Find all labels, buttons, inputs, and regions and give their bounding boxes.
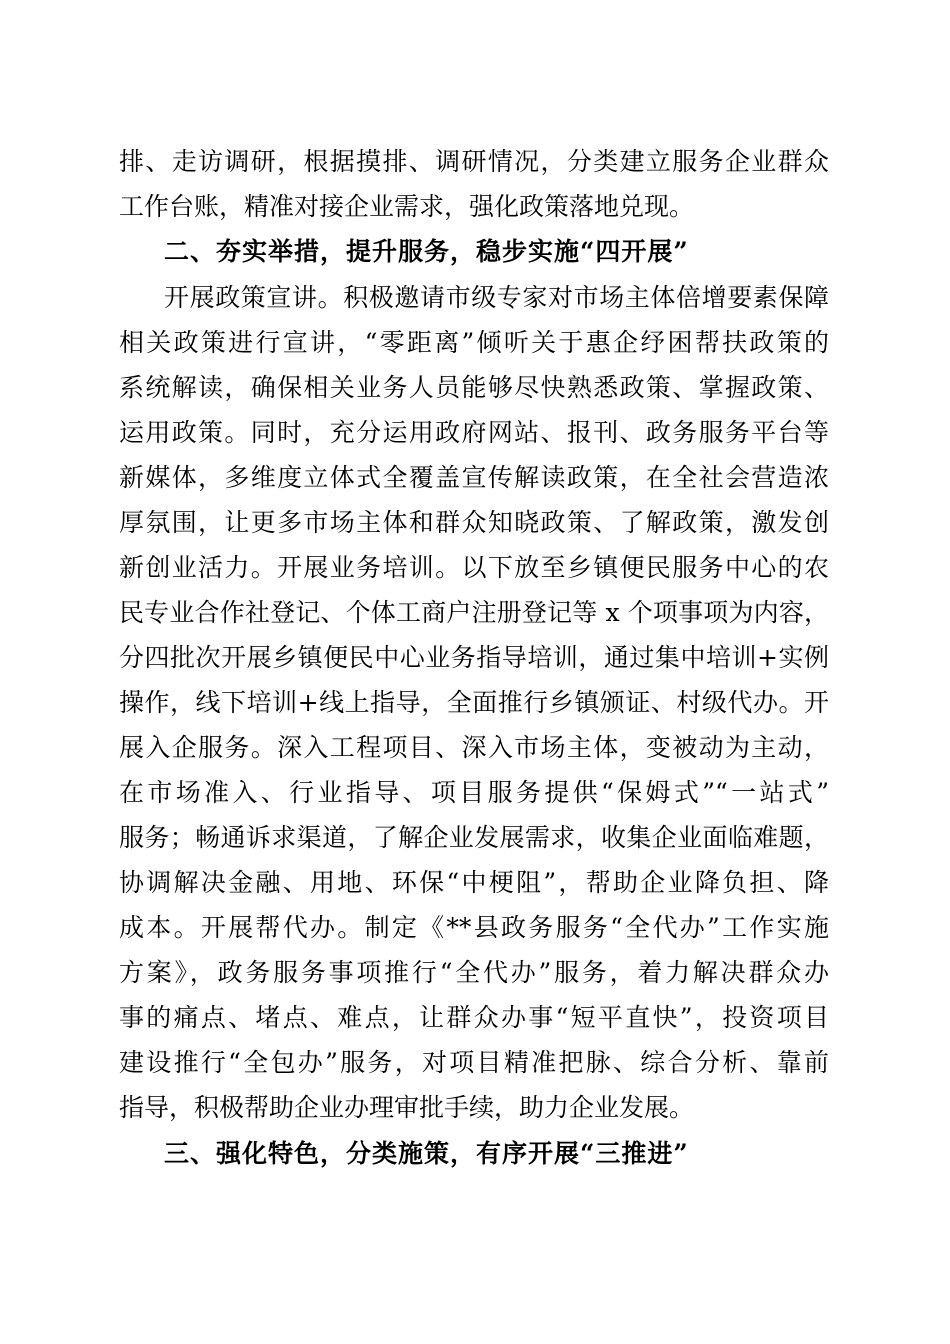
section-2-line-3: 系统解读，确保相关业务人员能够尽快熟悉政策、掌握政策、 (119, 373, 829, 402)
section-2-line-5: 新媒体，多维度立体式全覆盖宣传解读政策，在全社会营造浓 (119, 463, 829, 492)
section-2-line-13: 服务；畅通诉求渠道，了解企业发展需求，收集企业面临难题， (119, 823, 829, 852)
section-2-line-16: 方案》，政务服务事项推行“全代办”服务，着力解决群众办 (119, 958, 829, 987)
section-2-line-17: 事的痛点、堵点、难点，让群众办事“短平直快”，投资项目 (119, 1003, 829, 1032)
section-2-line-1: 开展政策宣讲。积极邀请市级专家对市场主体倍增要素保障 (164, 283, 829, 312)
intro-line-1: 排、走访调研，根据摸排、调研情况，分类建立服务企业群众 (119, 147, 829, 176)
section-2-line-4: 运用政策。同时，充分运用政府网站、报刊、政务服务平台等 (119, 418, 829, 447)
section-2-line-19: 指导，积极帮助企业办理审批手续，助力企业发展。 (119, 1093, 695, 1122)
section-2-heading: 二、夯实举措，提升服务，稳步实施“四开展” (164, 237, 689, 266)
section-2-line-18: 建设推行“全包办”服务，对项目精准把脉、综合分析、靠前 (119, 1048, 829, 1077)
intro-line-2: 工作台账，精准对接企业需求，强化政策落地兑现。 (119, 192, 695, 221)
section-2-line-6: 厚氛围，让更多市场主体和群众知晓政策、了解政策，激发创 (119, 508, 829, 537)
section-2-line-7: 新创业活力。开展业务培训。以下放至乡镇便民服务中心的农 (119, 553, 829, 582)
section-2-line-10: 操作，线下培训+线上指导，全面推行乡镇颁证、村级代办。开 (119, 688, 829, 717)
section-2-line-11: 展入企服务。深入工程项目、深入市场主体，变被动为主动， (119, 733, 829, 762)
section-2-line-12: 在市场准入、行业指导、项目服务提供“保姆式”“一站式” (119, 778, 829, 807)
section-2-line-9: 分四批次开展乡镇便民中心业务指导培训，通过集中培训+实例 (119, 643, 829, 672)
section-2-line-14: 协调解决金融、用地、环保“中梗阻”，帮助企业降负担、降 (119, 868, 829, 897)
section-2-line-2: 相关政策进行宣讲，“零距离”倾听关于惠企纾困帮扶政策的 (119, 328, 829, 357)
section-2-line-15: 成本。开展帮代办。制定《**县政务服务“全代办”工作实施 (119, 913, 829, 942)
section-2-line-8: 民专业合作社登记、个体工商户注册登记等 x 个项事项为内容， (119, 598, 829, 627)
section-3-heading: 三、强化特色，分类施策，有序开展“三推进” (164, 1139, 689, 1168)
